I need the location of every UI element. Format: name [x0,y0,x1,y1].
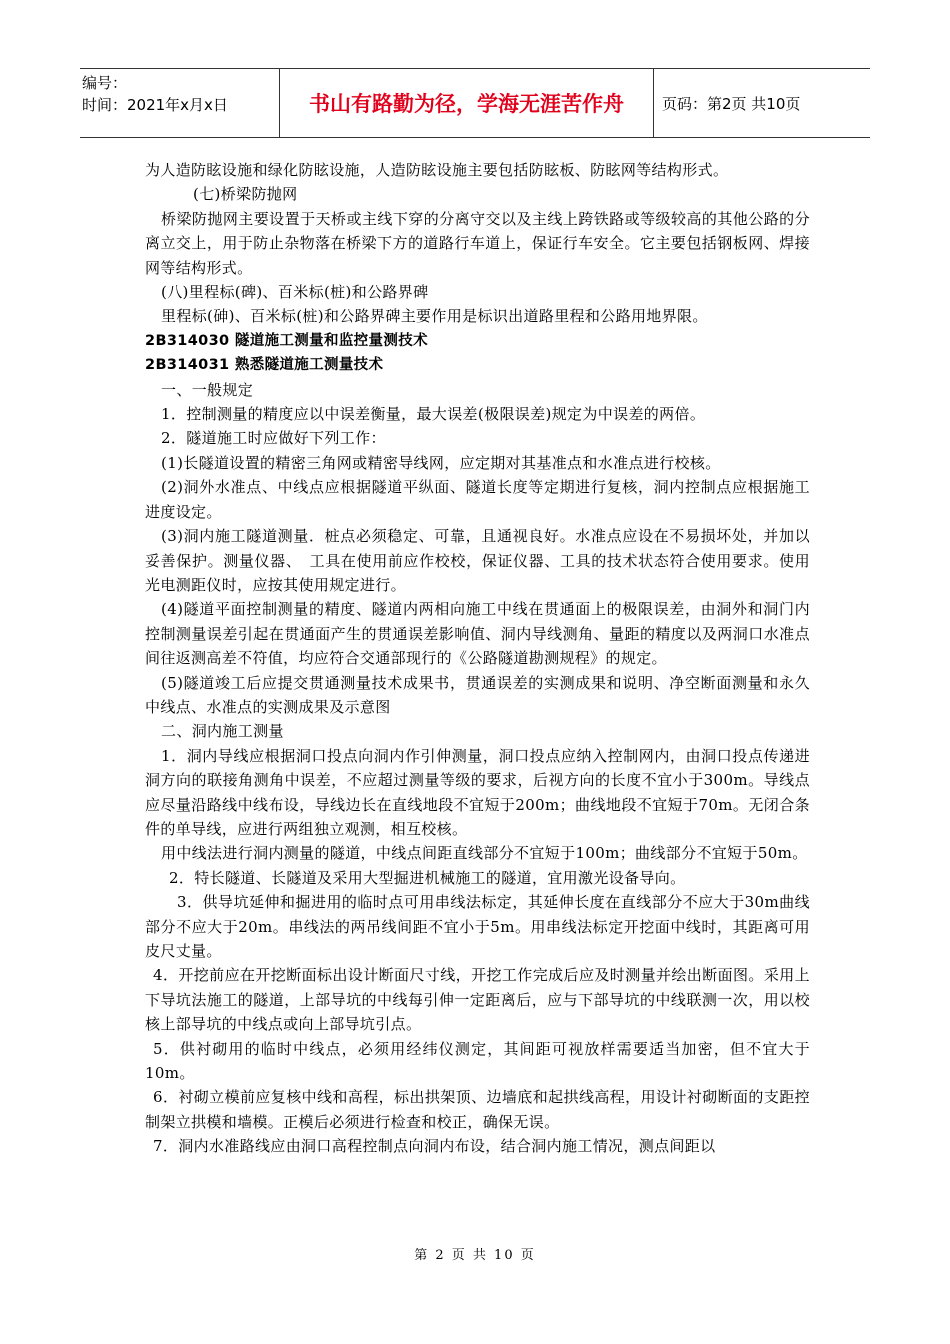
body-paragraph: 2．特长隧道、长隧道及采用大型掘进机械施工的隧道，宜用激光设备导向。 [169,868,686,887]
body-paragraph: 桥梁防抛网主要设置于天桥或主线下穿的分离守交以及主线上跨铁路或等级较高的其他公路的分离立交上，用于防止杂物落在桥梁下方的道路行车道上，保证行车安全。它主要包括钢板网、焊接网等结构形式。 [145,209,810,277]
body-paragraph: 1．洞内导线应根据洞口投点向洞内作引伸测量，洞口投点应纳入控制网内，由洞口投点传递进洞方向的联接角测角中误差，不应超过测量等级的要求，后视方向的长度不宜小于300m。导线点应尽量沿路线中线布设，导线边长在直线地段不宜短于200m；曲线地段不宜短于70m。无闭合条件的单导线，应进行两组独立观测，相互校核。 [145,746,810,838]
body-paragraph: 2．隧道施工时应做好下列工作： [161,429,386,448]
section-heading: 2B314030 隧道施工测量和监控量测技术 [145,332,428,349]
body-paragraph: (1)长隧道设置的精密三角网或精密导线网，应定期对其基准点和水准点进行校核。 [161,453,721,472]
body-paragraph: 一、一般规定 [161,380,254,399]
header-page-info: 页码：第2页 共10页 [662,94,801,113]
body-paragraph: 6．衬砌立模前应复核中线和高程，标出拱架顶、边墙底和起拱线高程，用设计衬砌断面的支距控制架立拱模和墙模。正模后必须进行检查和校正，确保无误。 [145,1088,810,1131]
section-heading: 2B314031 熟悉隧道施工测量技术 [145,357,384,374]
document-body [145,158,810,1159]
body-paragraph: (4)隧道平面控制测量的精度、隧道内两相向施工中线在贯通面上的极限误差，由洞外和洞门内控制测量误差引起在贯通面产生的贯通误差影响值、洞内导线测角、量距的精度以及两洞口水准点间往返测高差不符值，均应符合交通部现行的《公路隧道勘测规程》的规定。 [145,600,810,668]
header-motto: 书山有路勤为径，学海无涯苦作舟 [280,69,654,137]
header-meta [80,69,280,137]
body-paragraph: 3．供导坑延伸和掘进用的临时点可用串线法标定，其延伸长度在直线部分不应大于30m曲线部分不应大于20m。串线法的两吊线间距不宜小于5m。用串线法标定开挖面中线时，其距离可用皮尺丈量。 [145,893,810,960]
body-paragraph: (2)洞外水准点、中线点应根据隧道平纵面、隧道长度等定期进行复核，洞内控制点应根据施工进度设定。 [145,478,810,521]
body-paragraph: 用中线法进行洞内测量的隧道，中线点间距直线部分不宜短于100m；曲线部分不宜短于50m。 [161,844,808,863]
body-paragraph: 为人造防眩设施和绿化防眩设施，人造防眩设施主要包括防眩板、防眩网等结构形式。 [145,161,729,179]
body-paragraph: (八)里程标(碑)、百米标(桩)和公路界碑 [161,283,429,302]
body-paragraph: 里程标(砷)、百米标(桩)和公路界碑主要作用是标识出道路里程和公路用地界限。 [161,307,708,326]
body-paragraph: 1．控制测量的精度应以中误差衡量，最大误差(极限误差)规定为中误差的两倍。 [161,405,706,424]
body-paragraph: (5)隧道竣工后应提交贯通测量技术成果书，贯通误差的实测成果和说明、净空断面测量和永久中线点、水准点的实测成果及示意图 [145,673,810,716]
date-label: 时间：2021年x月x日 [82,96,228,114]
page-footer: 第 2 页 共 10 页 [414,1248,536,1263]
body-paragraph: (七)桥梁防抛网 [193,185,298,204]
body-paragraph: 5．供衬砌用的临时中线点，必须用经纬仪测定，其间距可视放样需要适当加密，但不宜大于10m。 [145,1039,810,1083]
serial-number-label: 编号： [82,74,128,92]
body-paragraph: 二、洞内施工测量 [161,722,284,741]
body-paragraph: 7．洞内水准路线应由洞口高程控制点向洞内布设，结合洞内施工情况，测点间距以 [153,1137,716,1156]
body-paragraph: (3)洞内施工隧道测量．桩点必须稳定、可靠，且通视良好。水准点应设在不易损坏处，并加以妥善保护。测量仪器、 工具在使用前应作校校，保证仪器、工具的技术状态符合使用要求。使用光电测距仪时，应按其使用规定进行。 [145,527,810,594]
body-paragraph: 4．开挖前应在开挖断面标出设计断面尺寸线，开挖工作完成后应及时测量并绘出断面图。采用上下导坑法施工的隧道，上部导坑的中线每引伸一定距离后，应与下部导坑的中线联测一次，用以校核上部导坑的中线点或向上部导坑引点。 [145,966,810,1034]
page-header [80,68,870,138]
